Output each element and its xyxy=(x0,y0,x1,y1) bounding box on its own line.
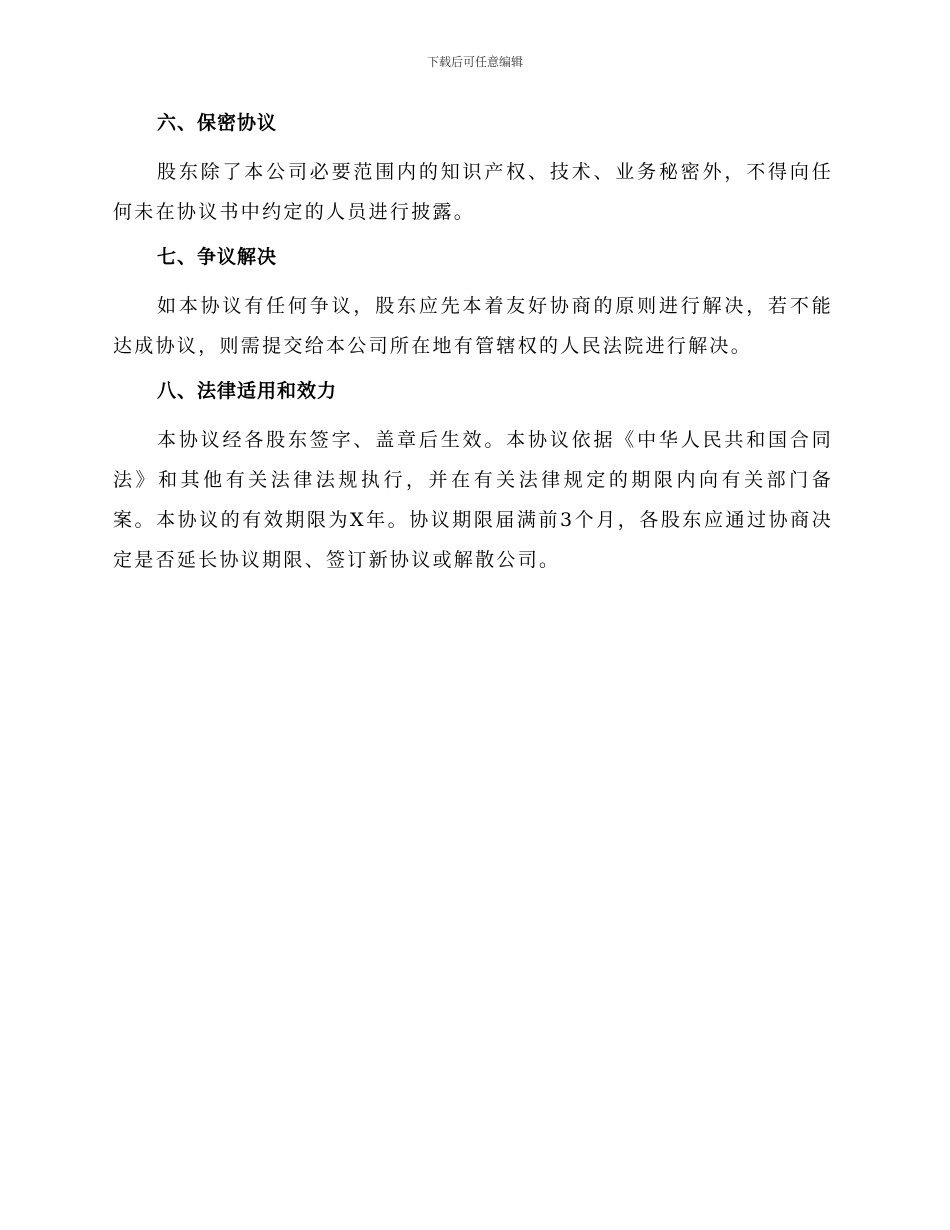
section-dispute-resolution xyxy=(113,244,833,366)
section-paragraph: 股东除了本公司必要范围内的知识产权、技术、业务秘密外，不得向任何未在协议书中约定的人员进行披露。 xyxy=(113,161,833,223)
section-heading: 六、保密协议 xyxy=(157,112,278,134)
section-confidentiality xyxy=(113,110,833,232)
page-header: 下载后可任意编辑 xyxy=(426,55,523,69)
section-governing-law xyxy=(113,378,833,580)
section-paragraph: 本协议经各股东签字、盖章后生效。本协议依据《中华人民共和国合同法》和其他有关法律法规执行，并在有关法律规定的期限内向有关部门备案。本协议的有效期限为X年。协议期限届满前3个月，各股东应通过协商决定是否延长协议期限、签订新协议或解散公司。 xyxy=(113,429,833,571)
section-paragraph: 如本协议有任何争议，股东应先本着友好协商的原则进行解决，若不能达成协议，则需提交给本公司所在地有管辖权的人民法院进行解决。 xyxy=(113,295,833,357)
section-heading: 八、法律适用和效力 xyxy=(157,380,338,402)
section-heading: 七、争议解决 xyxy=(157,246,278,268)
document-body xyxy=(113,110,833,592)
